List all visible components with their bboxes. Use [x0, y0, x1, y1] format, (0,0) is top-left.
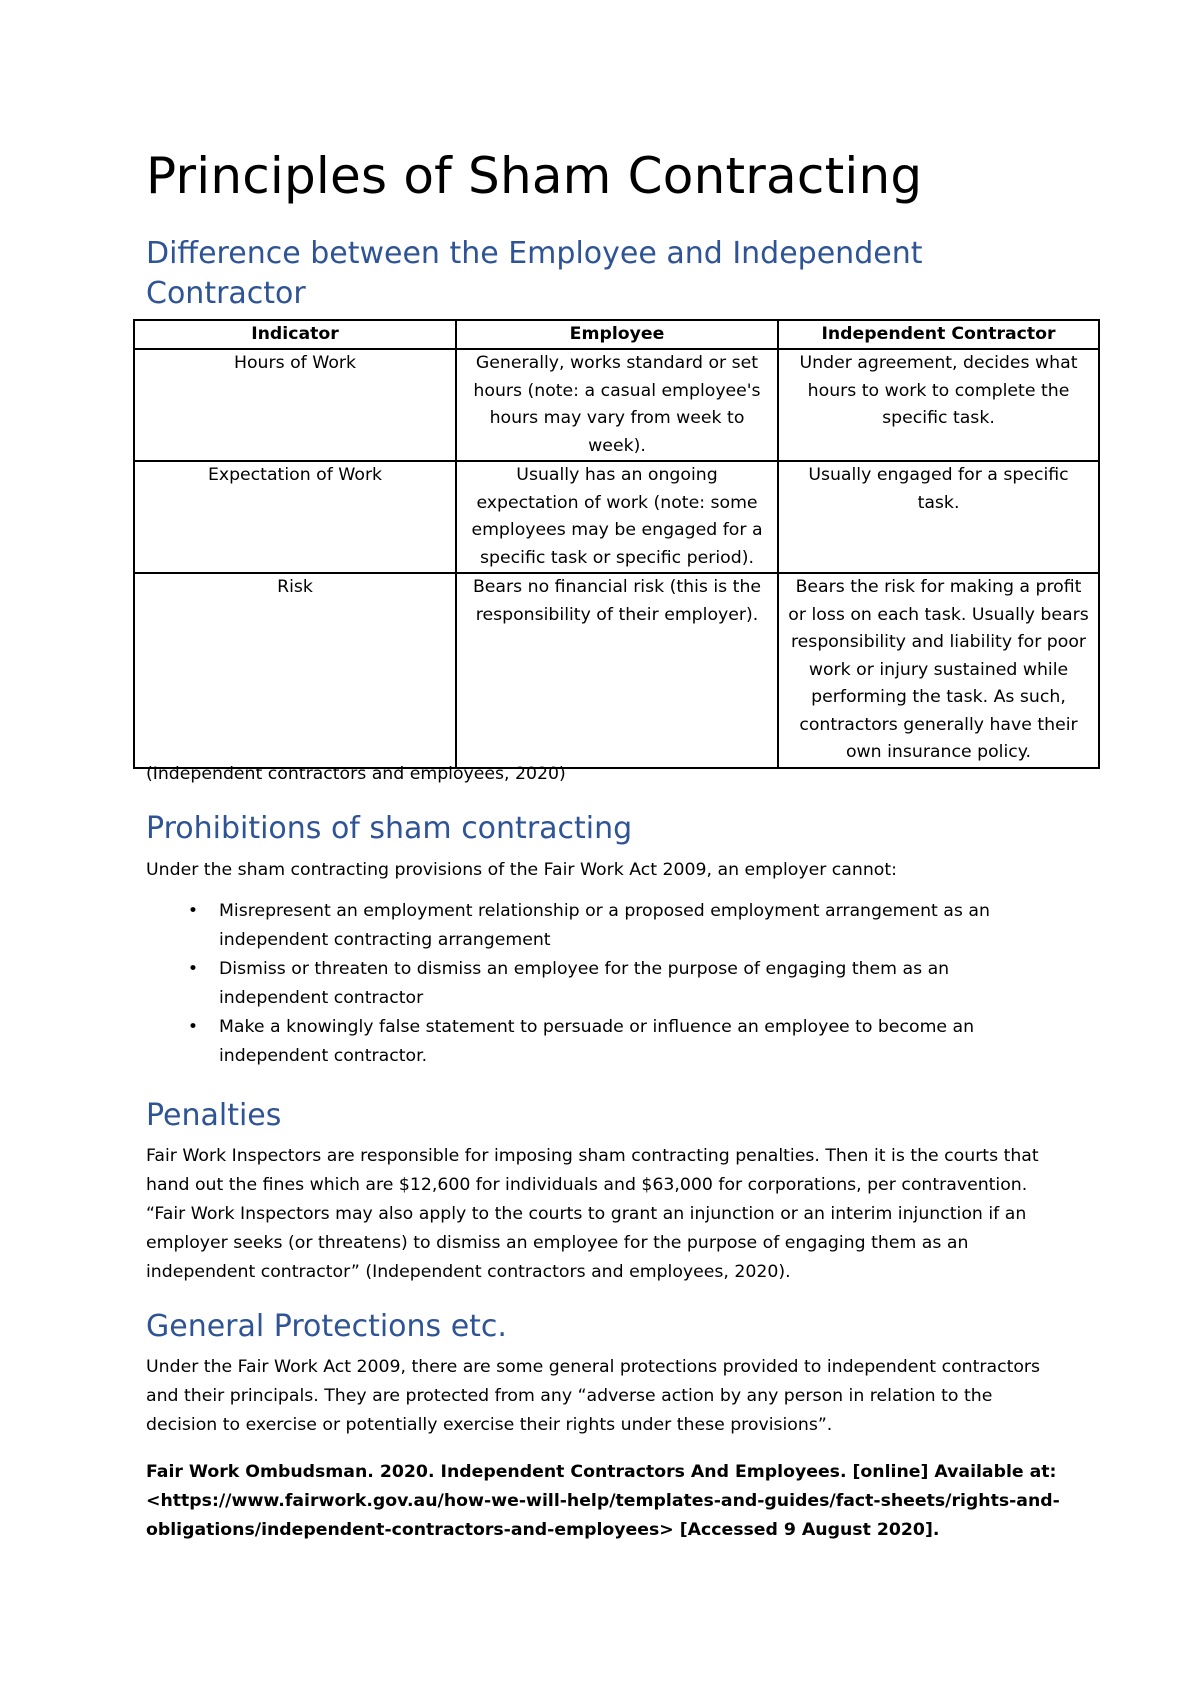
- list-item: [146, 1013, 1046, 1071]
- table-header-contractor: Independent Contractor: [778, 320, 1099, 349]
- table-cell-employee: Usually has an ongoing expectation of work (note: some employees may be engaged for a specific task or specific period).: [456, 461, 778, 573]
- table-cell-employee: Generally, works standard or set hours (note: a casual employee's hours may vary from week to week).: [456, 349, 778, 461]
- table-cell-indicator: Expectation of Work: [134, 461, 456, 573]
- reference-line-1: Fair Work Ombudsman. 2020. Independent Contractors And Employees. [online] Available at:: [146, 1462, 1057, 1482]
- prohibitions-list: [146, 897, 1046, 1071]
- bullet-icon: •: [187, 901, 199, 921]
- comparison-table: [133, 319, 1100, 769]
- table-cell-contractor: Usually engaged for a specific task.: [778, 461, 1099, 573]
- list-item-text: Make a knowingly false statement to persuade or influence an employee to become an independent contractor.: [219, 1017, 975, 1066]
- list-item: [146, 955, 1046, 1013]
- table-cell-contractor: Bears the risk for making a profit or loss on each task. Usually bears responsibility and liability for poor work or injury sustained while performing the task. As such, contractors generally have their own insurance policy.: [778, 573, 1099, 768]
- list-item: [146, 897, 1046, 955]
- table-header-row: [134, 320, 1099, 349]
- heading-penalties: Penalties: [146, 1098, 282, 1133]
- heading-difference: Difference between the Employee and Independent Contractor: [146, 236, 923, 311]
- protections-paragraph: Under the Fair Work Act 2009, there are some general protections provided to independent contractors and their principals. They are protected from any “adverse action by any person in relation to the decision to exercise or potentially exercise their rights under these provisions”.: [146, 1357, 1041, 1435]
- table-cell-indicator: Hours of Work: [134, 349, 456, 461]
- table-header-indicator: Indicator: [134, 320, 456, 349]
- table-cell-indicator: Risk: [134, 573, 456, 768]
- bullet-icon: •: [187, 959, 199, 979]
- table-cell-contractor: Under agreement, decides what hours to work to complete the specific task.: [778, 349, 1099, 461]
- table-citation: (Independent contractors and employees, 2020): [146, 764, 566, 784]
- table-row: [134, 573, 1099, 768]
- reference-line-2: <https://www.fairwork.gov.au/how-we-will-help/templates-and-guides/fact-sheets/rights-and-: [146, 1491, 1060, 1511]
- table-row: [134, 349, 1099, 461]
- penalties-paragraph: Fair Work Inspectors are responsible for imposing sham contracting penalties. Then it is the courts that hand out the fines which are $12,600 for individuals and $63,000 for corporations, per contravention. “Fair Work Inspectors may also apply to the courts to grant an injunction or an interim injunction if an employer seeks (or threatens) to dismiss an employee for the purpose of engaging them as an independent contractor” (Independent contractors and employees, 2020).: [146, 1146, 1039, 1282]
- table-row: [134, 461, 1099, 573]
- reference-line-3: obligations/independent-contractors-and-employees> [Accessed 9 August 2020].: [146, 1520, 940, 1540]
- prohibitions-intro: Under the sham contracting provisions of the Fair Work Act 2009, an employer cannot:: [146, 860, 897, 880]
- page-title: Principles of Sham Contracting: [146, 147, 923, 205]
- table-cell-employee: Bears no financial risk (this is the responsibility of their employer).: [456, 573, 778, 768]
- heading-prohibitions: Prohibitions of sham contracting: [146, 811, 633, 846]
- list-item-text: Dismiss or threaten to dismiss an employee for the purpose of engaging them as an independent contractor: [219, 959, 950, 1008]
- bullet-icon: •: [187, 1017, 199, 1037]
- list-item-text: Misrepresent an employment relationship or a proposed employment arrangement as an independent contracting arrangement: [219, 901, 990, 950]
- heading-protections: General Protections etc.: [146, 1309, 507, 1344]
- table-header-employee: Employee: [456, 320, 778, 349]
